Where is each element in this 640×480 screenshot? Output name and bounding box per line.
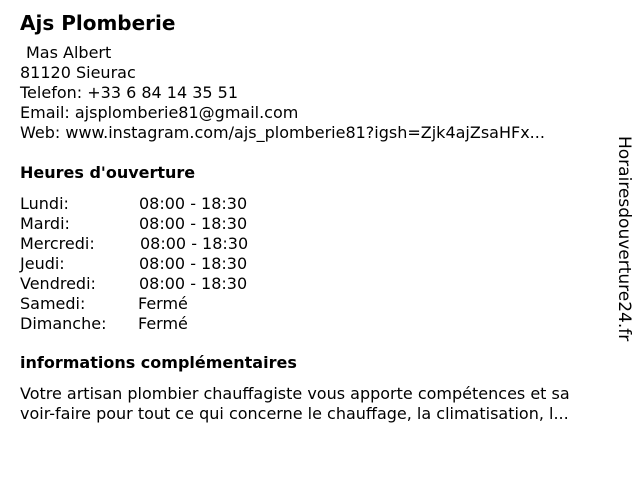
day-label: Lundi: [20,194,69,213]
address-line-2: 81120 Sieurac [20,63,136,82]
additional-info-heading: informations complémentaires [20,353,297,372]
time-value: 08:00 - 18:30 [139,214,248,233]
hours-row-tuesday [20,214,320,234]
day-label: Vendredi: [20,274,96,293]
time-value: 08:00 - 18:30 [139,194,248,213]
day-label: Jeudi: [20,254,65,273]
time-value: 08:00 - 18:30 [139,274,248,293]
day-label: Mercredi: [20,234,95,253]
business-name: Ajs Plomberie [20,11,176,35]
time-value: Fermé [138,294,188,313]
info-line-1: Votre artisan plombier chauffagiste vous apporte compétences et sa [20,384,570,403]
time-value: 08:00 - 18:30 [140,234,249,253]
hours-row-saturday [20,294,320,314]
time-value: 08:00 - 18:30 [139,254,248,273]
opening-hours-heading: Heures d'ouverture [20,163,196,182]
time-value: Fermé [138,314,188,333]
additional-info-text [20,384,620,424]
address-line-1: Mas Albert [26,43,112,62]
contact-block [20,43,545,143]
info-line-2: voir-faire pour tout ce qui concerne le chauffage, la climatisation, l... [20,404,569,423]
day-label: Mardi: [20,214,70,233]
phone-text: Telefon: +33 6 84 14 35 51 [20,83,239,102]
hours-row-thursday [20,254,320,274]
day-label: Samedi: [20,294,86,313]
site-watermark [612,136,634,370]
web-text: Web: www.instagram.com/ajs_plomberie81?igsh=Zjk4ajZsaHFx... [20,123,545,142]
watermark-text: Horairesdouverture24.fr [614,136,634,342]
day-label: Dimanche: [20,314,107,333]
hours-row-monday [20,194,320,214]
email-text: Email: ajsplomberie81@gmail.com [20,103,299,122]
hours-row-friday [20,274,320,294]
hours-row-sunday [20,314,320,334]
hours-row-wednesday [20,234,320,254]
opening-hours-table [20,194,320,334]
